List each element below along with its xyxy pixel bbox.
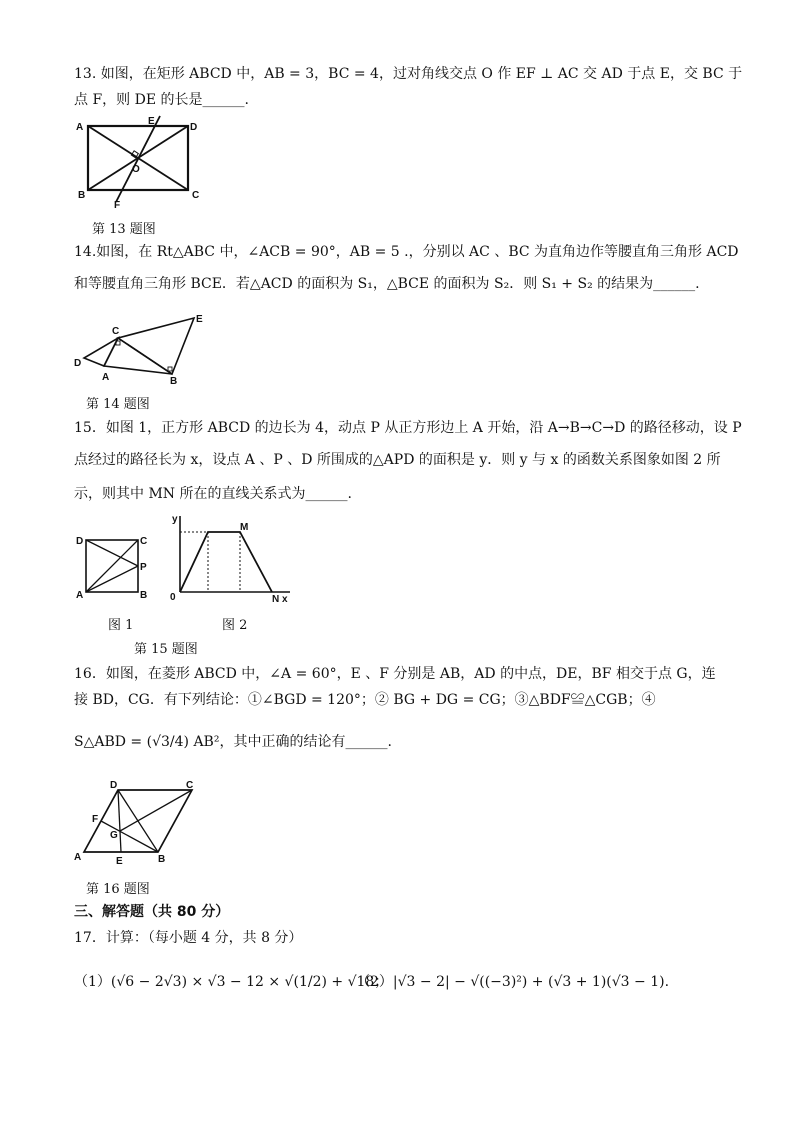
q13-line-1: 13. 如图，在矩形 ABCD 中，AB = 3，BC = 4，过对角线交点 O 作 EF ⊥ AC 交 AD 于点 E，交 BC 于 bbox=[74, 66, 743, 82]
q15-label-a: A bbox=[76, 590, 84, 601]
q16-label-e: E bbox=[116, 856, 123, 867]
q16-label-f: F bbox=[92, 814, 99, 825]
q15-fig2-caption: 图 2 bbox=[222, 618, 248, 633]
q16-figure bbox=[74, 776, 204, 868]
q14-label-a: A bbox=[102, 372, 110, 383]
q14-right-angle-b bbox=[168, 367, 172, 371]
q15-line-1: 15．如图 1，正方形 ABCD 的边长为 4，动点 P 从正方形边上 A 开始，沿 A→B→C→D 的路径移动，设 P bbox=[74, 420, 742, 436]
q15-label-x: x bbox=[282, 594, 288, 605]
q16-segment-de bbox=[118, 790, 121, 852]
q15-label-d: D bbox=[76, 536, 84, 547]
q14-figure bbox=[74, 310, 214, 386]
q17-part-2: （2）|√3 − 2| − √((−3)²) + (√3 + 1)(√3 − 1). bbox=[356, 974, 670, 990]
q15-graph-line bbox=[180, 532, 272, 592]
q15-label-m: M bbox=[240, 522, 249, 533]
q16-line-3: S△ABD = (√3/4) AB²，其中正确的结论有______. bbox=[74, 734, 392, 750]
q15-label-origin: 0 bbox=[170, 592, 176, 603]
q14-line-1: 14.如图，在 Rt△ABC 中，∠ACB = 90°，AB = 5 .，分别以 AC 、BC 为直角边作等腰直角三角形 ACD bbox=[74, 244, 739, 260]
q15-figure-1 bbox=[74, 512, 154, 604]
q14-triangle-bce bbox=[118, 318, 194, 374]
q15-figure-2 bbox=[166, 506, 296, 606]
q15-segment-ap2 bbox=[86, 566, 138, 592]
q15-fig1-caption: 图 1 bbox=[108, 618, 134, 633]
q16-line-2: 接 BD，CG．有下列结论：①∠BGD = 120°；② BG + DG = CG；③△BDF≌△CGB；④ bbox=[74, 692, 656, 708]
q16-label-c: C bbox=[186, 780, 194, 791]
q14-label-e: E bbox=[196, 314, 203, 325]
q14-line-2: 和等腰直角三角形 BCE．若△ACD 的面积为 S₁，△BCE 的面积为 S₂．则 S₁ + S₂ 的结果为______. bbox=[74, 276, 700, 292]
q15-segment-ap bbox=[86, 540, 138, 592]
q14-label-d: D bbox=[74, 358, 82, 369]
q13-label-c: C bbox=[192, 190, 200, 201]
q13-line-2: 点 F，则 DE 的长是______. bbox=[74, 92, 249, 108]
q15-line-2: 点经过的路径长为 x，设点 A 、P 、D 所围成的△APD 的面积是 y．则 y 与 x 的函数关系图象如图 2 所 bbox=[74, 452, 721, 468]
q16-label-b: B bbox=[158, 854, 166, 865]
q15-label-n: N bbox=[272, 594, 280, 605]
q14-triangle-abc bbox=[104, 338, 172, 374]
q14-label-b: B bbox=[170, 376, 178, 386]
q15-segment-dp bbox=[86, 540, 138, 566]
q16-label-d: D bbox=[110, 780, 118, 791]
q13-label-a: A bbox=[76, 122, 84, 133]
q16-caption: 第 16 题图 bbox=[86, 882, 150, 897]
q13-figure bbox=[74, 114, 208, 210]
q14-triangle-acd bbox=[84, 338, 118, 366]
section-3-title: 三、解答题（共 80 分） bbox=[74, 904, 230, 920]
q16-label-a: A bbox=[74, 852, 82, 863]
q13-label-e: E bbox=[148, 116, 155, 127]
q15-label-c: C bbox=[140, 536, 148, 547]
q17-header: 17．计算：（每小题 4 分，共 8 分） bbox=[74, 930, 303, 946]
q13-label-b: B bbox=[78, 190, 86, 201]
q13-label-d: D bbox=[190, 122, 198, 133]
q15-label-b: B bbox=[140, 590, 148, 601]
q15-label-y: y bbox=[172, 514, 178, 525]
q16-line-1: 16．如图，在菱形 ABCD 中，∠A = 60°，E 、F 分别是 AB，AD 的中点，DE，BF 相交于点 G，连 bbox=[74, 666, 716, 682]
q13-label-o: O bbox=[132, 164, 140, 175]
q15-label-p: P bbox=[140, 562, 147, 573]
q17-part-1: （1）(√6 − 2√3) × √3 − 12 × √(1/2) + √18； bbox=[74, 974, 389, 990]
q14-label-c: C bbox=[112, 326, 120, 337]
q16-label-g: G bbox=[110, 830, 118, 841]
q14-caption: 第 14 题图 bbox=[86, 397, 150, 412]
q15-line-3: 示，则其中 MN 所在的直线关系式为______. bbox=[74, 486, 352, 502]
q13-caption: 第 13 题图 bbox=[92, 222, 156, 237]
q13-label-f: F bbox=[114, 200, 121, 210]
q15-caption: 第 15 题图 bbox=[134, 642, 198, 657]
